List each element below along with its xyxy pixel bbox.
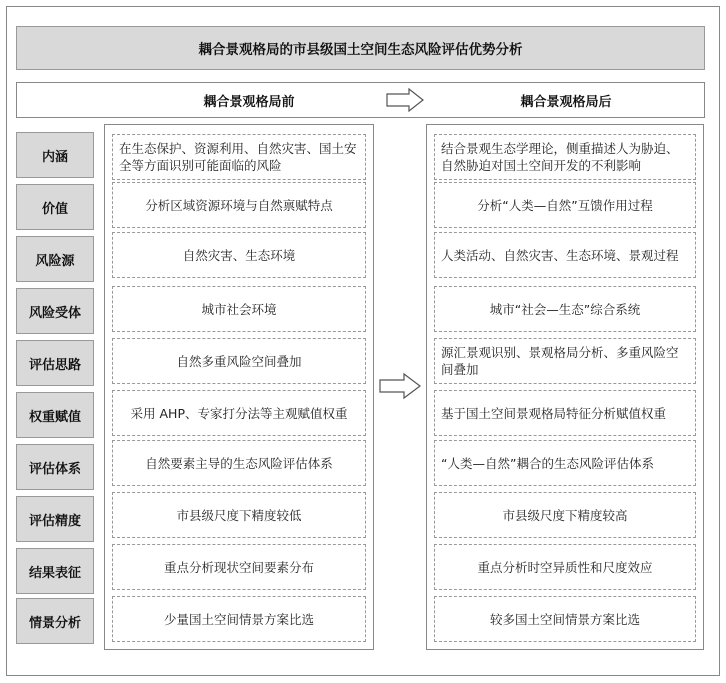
before-cell: 在生态保护、资源利用、自然灾害、国土安全等方面识别可能面临的风险 xyxy=(112,134,366,180)
before-cell: 重点分析现状空间要素分布 xyxy=(112,544,366,590)
after-cell: 市县级尺度下精度较高 xyxy=(434,492,696,538)
transition-arrow-icon xyxy=(378,372,422,400)
row-label: 风险受体 xyxy=(16,288,94,334)
before-cell: 市县级尺度下精度较低 xyxy=(112,492,366,538)
figure-title: 耦合景观格局的市县级国土空间生态风险评估优势分析 xyxy=(16,26,705,70)
after-cell: 结合景观生态学理论，侧重描述人为胁迫、自然胁迫对国土空间开发的不利影响 xyxy=(434,134,696,180)
after-cell: 重点分析时空异质性和尺度效应 xyxy=(434,544,696,590)
row-label: 价值 xyxy=(16,184,94,230)
row-label: 评估体系 xyxy=(16,444,94,490)
row-label: 评估精度 xyxy=(16,496,94,542)
header-after: 耦合景观格局后 xyxy=(520,94,612,110)
column-header-bar xyxy=(16,82,705,118)
after-cell: 基于国土空间景观格局特征分析赋值权重 xyxy=(434,390,696,436)
header-before: 耦合景观格局前 xyxy=(203,94,295,110)
after-cell: 城市“社会—生态”综合系统 xyxy=(434,286,696,332)
before-cell: 分析区域资源环境与自然禀赋特点 xyxy=(112,182,366,228)
header-arrow-icon xyxy=(385,87,425,113)
after-cell: 分析“人类—自然”互馈作用过程 xyxy=(434,182,696,228)
before-cell: 自然多重风险空间叠加 xyxy=(112,338,366,384)
after-cell: 人类活动、自然灾害、生态环境、景观过程 xyxy=(434,232,696,278)
row-label: 风险源 xyxy=(16,236,94,282)
before-cell: 自然灾害、生态环境 xyxy=(112,232,366,278)
row-label: 结果表征 xyxy=(16,548,94,594)
after-cell: 较多国土空间情景方案比选 xyxy=(434,596,696,642)
before-cell: 自然要素主导的生态风险评估体系 xyxy=(112,440,366,486)
row-label: 内涵 xyxy=(16,132,94,178)
after-cell: “人类—自然”耦合的生态风险评估体系 xyxy=(434,440,696,486)
row-label: 情景分析 xyxy=(16,598,94,644)
row-label: 评估思路 xyxy=(16,340,94,386)
before-cell: 少量国土空间情景方案比选 xyxy=(112,596,366,642)
after-cell: 源汇景观识别、景观格局分析、多重风险空间叠加 xyxy=(434,338,696,384)
before-cell: 城市社会环境 xyxy=(112,286,366,332)
row-label: 权重赋值 xyxy=(16,392,94,438)
before-cell: 采用 AHP、专家打分法等主观赋值权重 xyxy=(112,390,366,436)
